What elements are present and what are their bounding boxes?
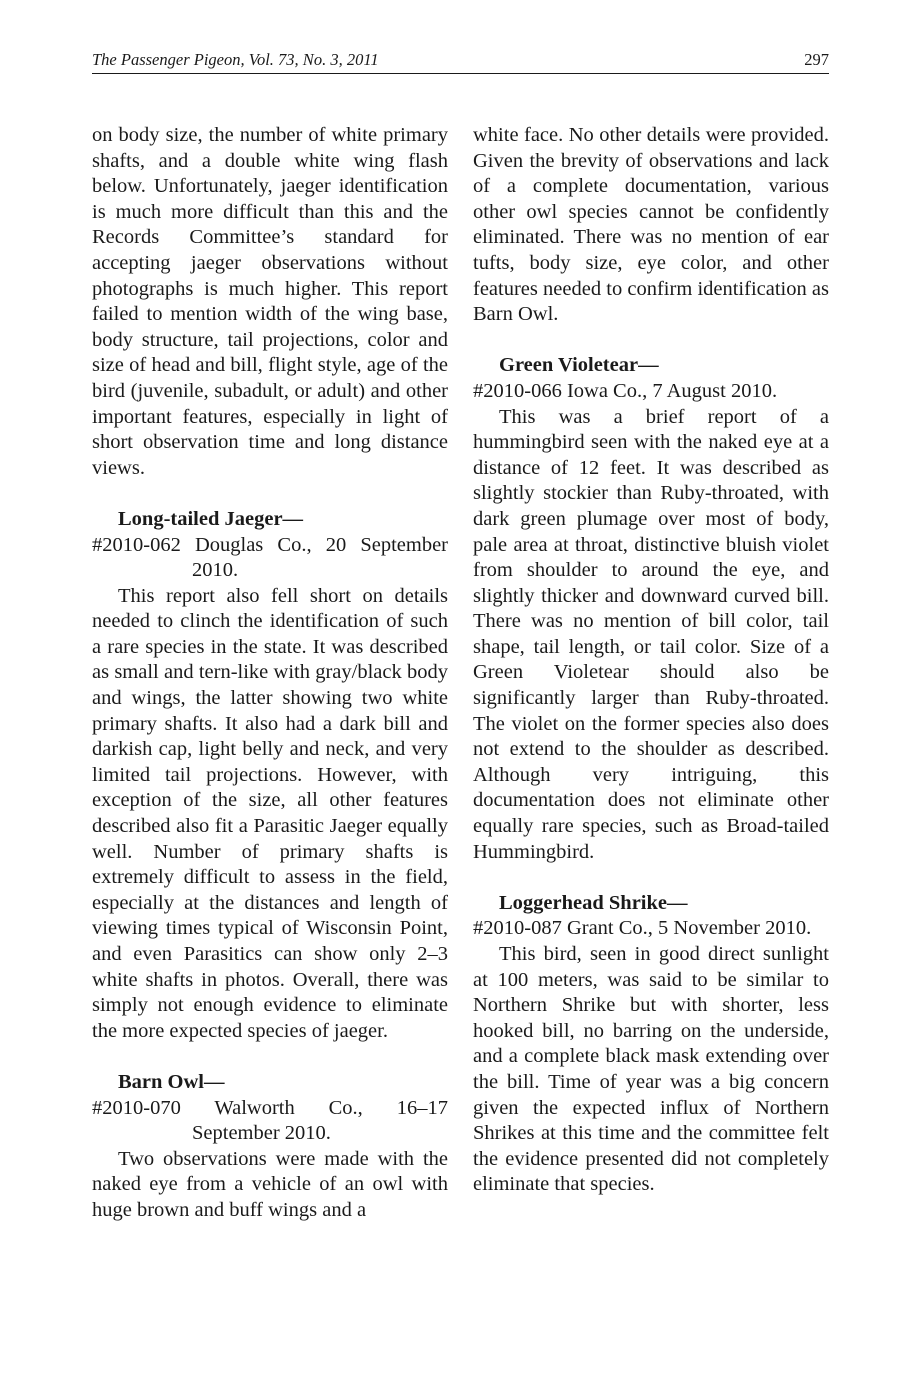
body-paragraph: This report also fell short on details needed to clinch the identification of such a rare species in the state. It was described as small and tern-like with gray/black body and wings, the latter showing two white primary shafts. It also had a dark bill and darkish cap, light belly and neck, and very limited tail projections. However, with exception of the size, all other features described also fit a Parasitic Jaeger equally well. Number of primary shafts is extremely difficult to assess in the field, especially at the distances and length of viewing times typical of Wisconsin Point, and even Parasitics can show only 2–3 white shafts in photos. Overall, there was simply not enough evidence to eliminate the more expected species of jaeger. — [92, 584, 448, 1042]
body-paragraph: on body size, the number of white primary shafts, and a double white wing flash below. Unfortunately, jaeger identification is much more difficult than this and the Records Committee’s standard for accepting jaeger observations without photographs is much higher. This report failed to mention width of the wing base, body structure, tail projections, color and size of head and bill, flight style, age of the bird (juvenile, subadult, or adult) and other important features, especially in light of short observation time and long distance views. — [92, 124, 448, 479]
header-rule — [92, 73, 829, 74]
record-line: #2010-066 Iowa Co., 7 August 2010. — [473, 379, 778, 402]
record-line: #2010-062 Douglas Co., 20 September 2010. — [92, 533, 448, 582]
body-paragraph: white face. No other details were provided. Given the brevity of observations and lack of a complete documentation, various other owl species cannot be confidently eliminated. There was no mention of ear tufts, body size, eye color, and other features needed to confirm identification as Barn Owl. — [473, 124, 829, 326]
section-gap — [473, 865, 829, 891]
section-gap — [92, 1044, 448, 1070]
species-heading: Green Violetear— — [499, 354, 659, 377]
section-gap — [92, 481, 448, 507]
section-gap — [473, 328, 829, 354]
species-heading: Long-tailed Jaeger— — [118, 507, 304, 530]
record-line: #2010-070 Walworth Co., 16–17 September 2010. — [92, 1096, 448, 1145]
page-number: 297 — [804, 50, 829, 69]
right-column — [473, 123, 829, 1198]
body-paragraph: Two observations were made with the naked eye from a vehicle of an owl with huge brown and buff wings and a — [92, 1147, 448, 1221]
record-line: #2010-087 Grant Co., 5 November 2010. — [473, 917, 812, 940]
species-heading: Loggerhead Shrike— — [499, 891, 688, 914]
left-column — [92, 123, 448, 1224]
journal-title: The Passenger Pigeon, Vol. 73, No. 3, 2011 — [92, 50, 379, 69]
body-paragraph: This was a brief report of a hummingbird seen with the naked eye at a distance of 12 feet. It was described as slightly stockier than Ruby-throated, with dark green plumage over most of body, pale area at throat, distinctive bluish violet from shoulder to around the eye, and slightly thicker and downward curved bill. There was no mention of bill color, tail shape, tail length, or tail color. Size of a Green Violetear should also be significantly larger than Ruby-throated. The violet on the former species also does not extend to the shoulder as described. Although very intriguing, this documentation does not eliminate other equally rare species, such as Broad-tailed Hummingbird. — [473, 405, 829, 863]
running-head — [92, 49, 829, 73]
body-paragraph: This bird, seen in good direct sunlight at 100 meters, was said to be similar to Northern Shrike but with shorter, less hooked bill, no barring on the underside, and a complete black mask extending over the bill. Time of year was a big concern given the expected influx of Northern Shrikes at this time and the committee felt the evidence presented did not completely eliminate that species. — [473, 943, 829, 1196]
species-heading: Barn Owl— — [118, 1070, 225, 1093]
